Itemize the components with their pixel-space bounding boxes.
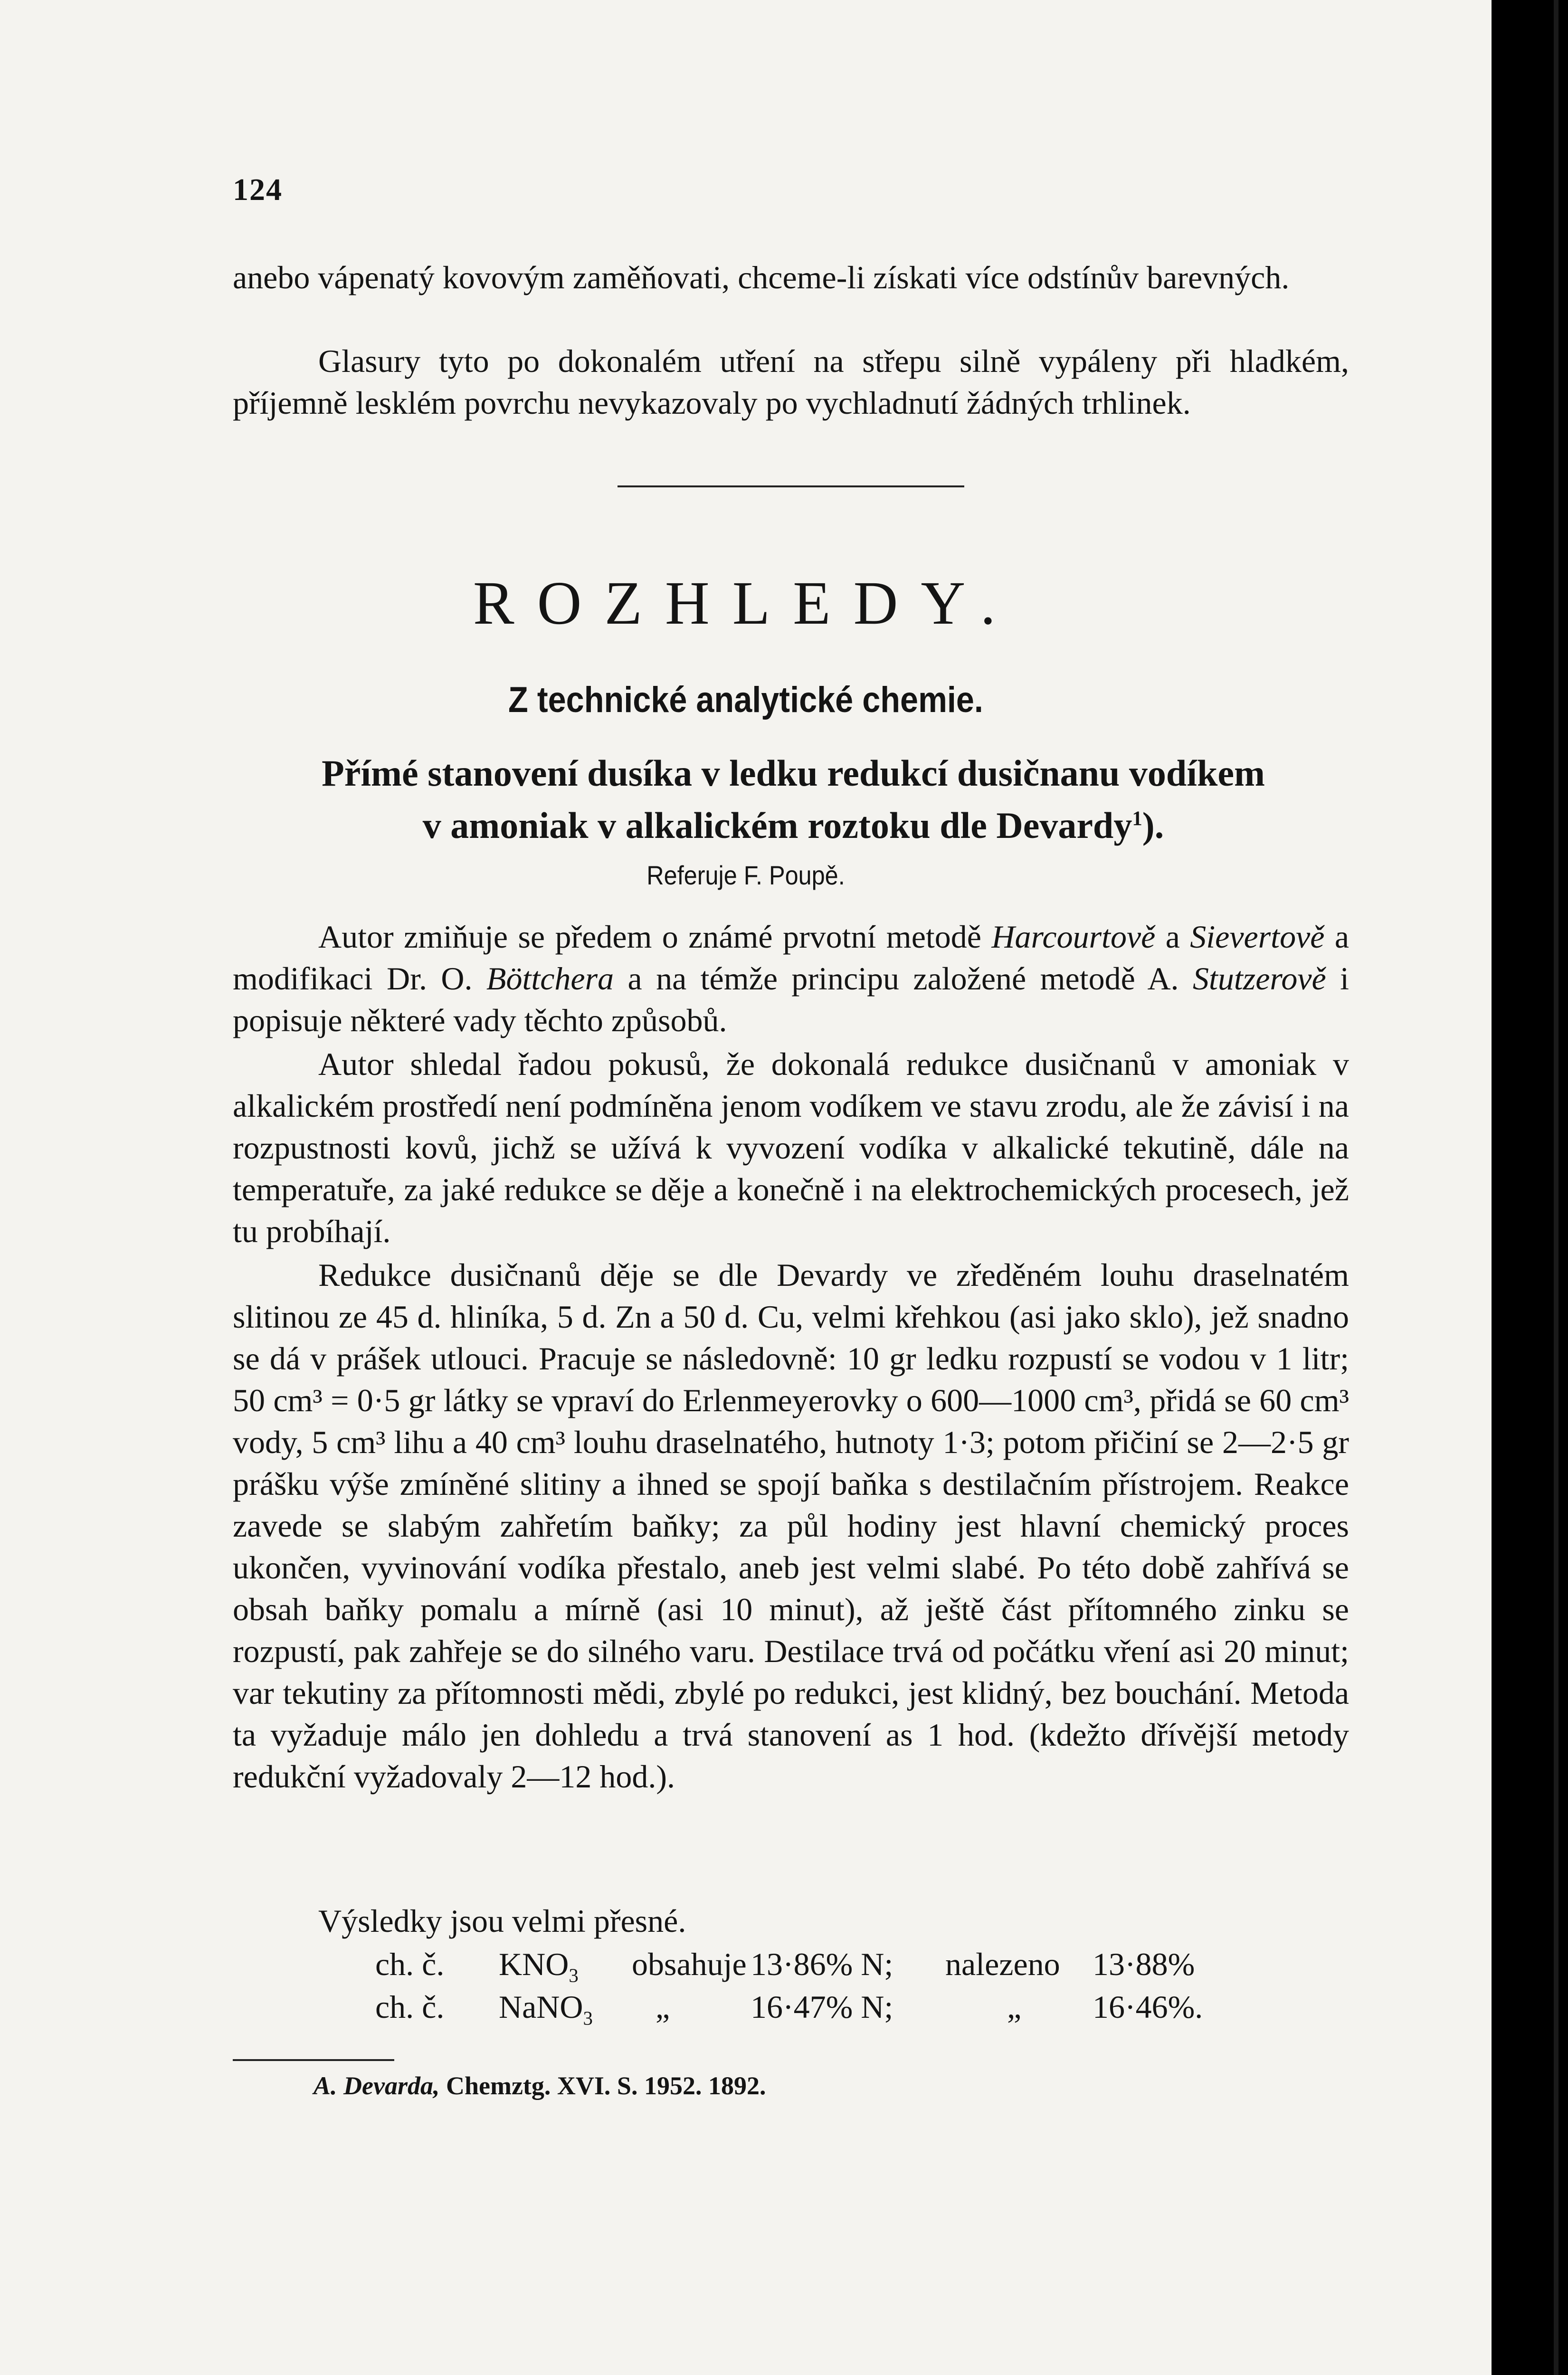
section-divider (618, 485, 964, 487)
article-title-line-1: Přímé stanovení dusíka v ledku redukcí dusičnanu vodíkem (322, 752, 1265, 794)
results-row-1-compound-base: KNO (499, 1946, 569, 1982)
results-row-2-compound-sub: 3 (583, 2007, 593, 2029)
name-bottcher: Böttchera (486, 960, 614, 997)
results-row-2-compound (499, 1986, 593, 2040)
page-number: 124 (233, 172, 283, 207)
name-sievert: Sievertově (1190, 919, 1325, 955)
results-row-2-found-value: 16·46%. (1093, 1989, 1203, 2025)
results-row-1-found-label: nalezeno (945, 1946, 1060, 1982)
footnote-author: A. Devarda, (314, 2071, 440, 2100)
page-edge-line (1554, 0, 1558, 2375)
paragraph-1-text-b: a (1155, 919, 1190, 955)
paragraph-1-text-c: a modifikaci Dr. O. (233, 919, 1349, 997)
subsection-heading: Z technické analytické chemie. (508, 680, 983, 720)
paragraph-2: Autor shledal řadou pokusů, že dokonalá redukce dusičnanů v amoniak v alkalickém prostředí není podmíněna jenom vodíkem ve stavu zrodu, ale že závisí i na rozpustnosti kovů, jichž se užívá k vyvození vodíka v alkalické tekutině, dále na temperatuře, za jaké redukce se děje a konečně i na elektrochemických procesech, jež tu probíhají. (233, 1046, 1349, 1249)
continuation-paragraph-2: Glasury tyto po dokonalém utření na střepu silně vypáleny při hladkém, příjemně lesklém povrchu nevykazovaly po vychladnutí žádných trhlinek. (233, 343, 1349, 421)
article-title-line-2-text: v amoniak v alkalickém roztoku dle Devardy (422, 805, 1132, 846)
paragraph-4: Výsledky jsou velmi přesné. (318, 1903, 686, 1939)
footnote (314, 2071, 766, 2100)
results-row-2-value: 16·47% N; (751, 1989, 893, 2025)
article-title-line-2 (200, 796, 1387, 848)
results-row-2-contains: „ (656, 1989, 670, 2025)
results-row-2-label: ch. č. (375, 1989, 445, 2025)
footnote-rule (233, 2059, 394, 2061)
continuation-paragraph-1: anebo vápenatý kovovým zaměňovati, chceme-li získati více odstínův barevných. (233, 259, 1290, 295)
results-row-1-value: 13·86% N; (751, 1946, 893, 1982)
article-title (200, 750, 1387, 848)
results-row-1-label: ch. č. (375, 1946, 445, 1982)
results-row-2-compound-base: NaNO (499, 1989, 583, 2025)
name-harcourt: Harcourtově (991, 919, 1156, 955)
results-row-1-compound-sub: 3 (569, 1965, 579, 1986)
paragraph-1-text-d: a na témže principu založené metodě A. (614, 960, 1193, 997)
results-row-2-found-label: „ (1007, 1989, 1022, 2025)
results-row-1-contains: obsahuje (632, 1946, 747, 1982)
results-row-1-found-value: 13·88% (1093, 1946, 1195, 1982)
paragraph-1-text-e: i popisuje některé vady těchto způsobů. (233, 960, 1349, 1038)
paragraph-1-text-a: Autor zmiňuje se předem o známé prvotní metodě (318, 919, 992, 955)
footnote-reference: Chemztg. XVI. S. 1952. 1892. (446, 2071, 766, 2100)
paragraph-1 (233, 916, 1349, 1041)
paragraph-3: Redukce dusičnanů děje se dle Devardy ve zředěném louhu draselnatém slitinou ze 45 d. hliníka, 5 d. Zn a 50 d. Cu, velmi křehkou (asi jako sklo), jež snadno se dá v prášek utlouci. Pracuje se následovně: 10 gr ledku rozpustí se vodou v 1 litr; 50 cm³ = 0·5 gr látky se vpraví do Erlenmeyerovky o 600—1000 cm³, přidá se 60 cm³ vody, 5 cm³ lihu a 40 cm³ louhu draselnatého, hutnoty 1·3; potom přičiní se 2—2·5 gr prášku výše zmíněné slitiny a ihned se spojí baňka s destilačním přístrojem. Reakce zavede se slabým zahřetím baňky; za půl hodiny jest hlavní chemický proces ukončen, vyvinování vodíka přestalo, aneb jest velmi slabé. Po této době zahřívá se obsah baňky pomalu a mírně (asi 10 minut), až ještě část přítomného zinku se rozpustí, pak zahřeje se do silného varu. Destilace trvá od počátku vření asi 20 minut; var tekutiny za přítomnosti mědi, zbylé po redukci, jest klidný, bez bouchání. Metoda ta vyžaduje málo jen dohledu a trvá stanovení as 1 hod. (kdežto dřívější metody redukční vyžadovaly 2—12 hod.). (233, 1257, 1349, 1795)
article-title-end: ). (1142, 805, 1164, 846)
footnote-marker: 1 (1132, 808, 1142, 830)
name-stutzer: Stutzerově (1192, 960, 1326, 997)
section-heading: ROZHLEDY. (473, 569, 1019, 637)
article-author: Referuje F. Poupě. (646, 860, 845, 890)
